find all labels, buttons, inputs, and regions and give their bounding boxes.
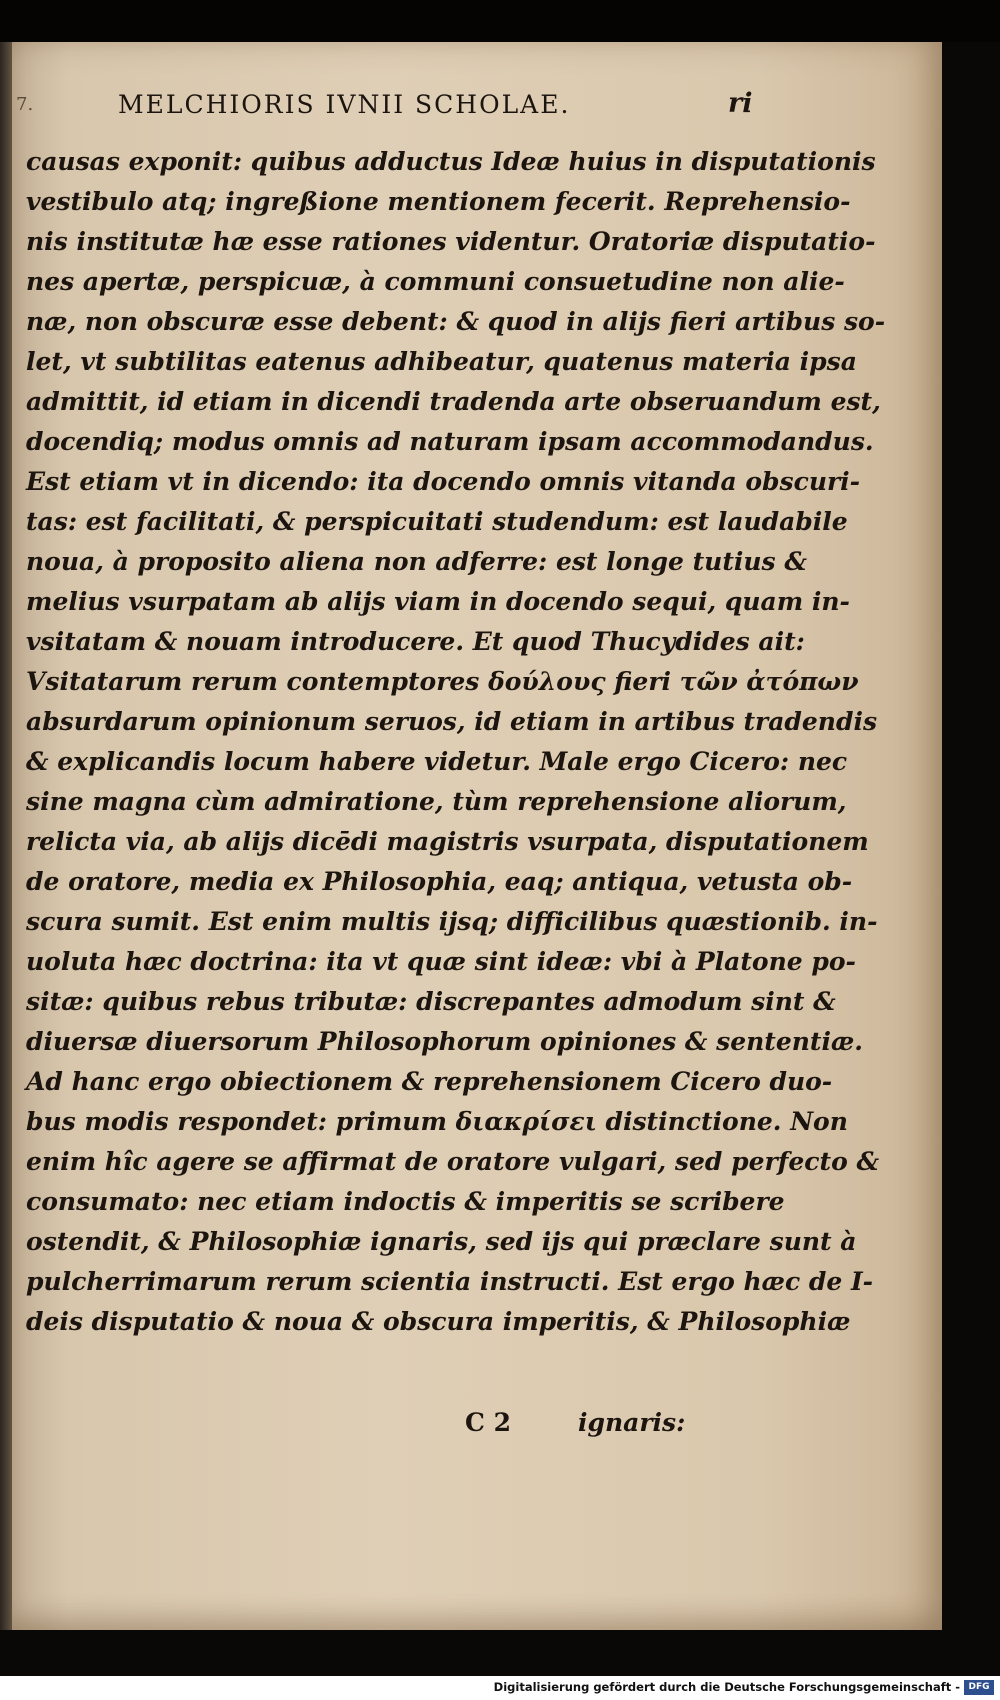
text-line: pulcherrimarum rerum scientia instructi. Est ergo hæc de I- — [26, 1267, 874, 1296]
funding-credit: Digitalisierung gefördert durch die Deutsche Forschungsgemeinschaft - — [493, 1680, 960, 1694]
text-line: tas: est facilitati, & perspicuitati studendum: est laudabile — [26, 507, 848, 536]
text-line: consumato: nec etiam indoctis & imperitis se scribere — [26, 1187, 785, 1216]
text-line: enim hîc agere se affirmat de oratore vulgari, sed perfecto & — [26, 1147, 880, 1176]
scan-right-border — [942, 42, 1000, 1632]
text-line: causas exponit: quibus adductus Ideæ huius in disputationis — [26, 147, 876, 176]
text-line: Vsitatarum rerum contemptores δούλους fieri τῶν ἀτόπων — [26, 667, 859, 696]
margin-mark: 7. — [16, 94, 34, 115]
text-line: admittit, id etiam in dicendi tradenda arte obseruandum est, — [26, 387, 881, 416]
text-line: bus modis respondet: primum διακρίσει distinctione. Non — [26, 1107, 848, 1136]
book-page — [12, 42, 942, 1630]
text-line: nes apertæ, perspicuæ, à communi consuetudine non alie- — [26, 267, 845, 296]
text-line: scura sumit. Est enim multis ijsq; difficilibus quæstionib. in- — [26, 907, 878, 936]
text-line: vsitatam & nouam introducere. Et quod Thucydides ait: — [26, 627, 805, 656]
body-text — [26, 142, 886, 1342]
catchword: ignaris: — [578, 1408, 686, 1437]
text-line: docendiq; modus omnis ad naturam ipsam accommodandus. — [26, 427, 874, 456]
text-line: ostendit, & Philosophiæ ignaris, sed ijs qui præclare sunt à — [26, 1227, 857, 1256]
running-head: MELCHIORIS IVNII SCHOLAE. — [118, 90, 571, 119]
text-line: vestibulo atq; ingreßione mentionem fecerit. Reprehensio- — [26, 187, 851, 216]
text-line: absurdarum opinionum seruos, id etiam in artibus tradendis — [26, 707, 878, 736]
signature-mark: C 2 — [465, 1408, 511, 1437]
scan-bottom-border — [0, 1630, 1000, 1676]
credit-bar — [0, 1676, 1000, 1700]
text-line: diuersæ diuersorum Philosophorum opiniones & sententiæ. — [26, 1027, 863, 1056]
text-line: Ad hanc ergo obiectionem & reprehensionem Cicero duo- — [26, 1067, 833, 1096]
folio-number: ri — [728, 88, 753, 119]
text-line: uoluta hæc doctrina: ita vt quæ sint ideæ: vbi à Platone po- — [26, 947, 856, 976]
text-line: Est etiam vt in dicendo: ita docendo omnis vitanda obscuri- — [26, 467, 861, 496]
text-line: sitæ: quibus rebus tributæ: discrepantes admodum sint & — [26, 987, 836, 1016]
text-line: melius vsurpatam ab alijs viam in docendo sequi, quam in- — [26, 587, 850, 616]
text-line: de oratore, media ex Philosophia, eaq; antiqua, vetusta ob- — [26, 867, 853, 896]
text-line: deis disputatio & noua & obscura imperitis, & Philosophiæ — [26, 1307, 851, 1336]
text-line: sine magna cùm admiratione, tùm reprehensione aliorum, — [26, 787, 847, 816]
text-line: let, vt subtilitas eatenus adhibeatur, quatenus materia ipsa — [26, 347, 857, 376]
text-line: nis institutæ hæ esse rationes videntur. Oratoriæ disputatio- — [26, 227, 876, 256]
text-line: relicta via, ab alijs dicēdi magistris vsurpata, disputationem — [26, 827, 869, 856]
text-line: noua, à proposito aliena non adferre: est longe tutius & — [26, 547, 807, 576]
text-line: næ, non obscuræ esse debent: & quod in alijs fieri artibus so- — [26, 307, 886, 336]
text-line: & explicandis locum habere videtur. Male ergo Cicero: nec — [26, 747, 848, 776]
scan-top-border — [0, 0, 1000, 42]
dfg-logo-icon: DFG — [964, 1680, 994, 1695]
